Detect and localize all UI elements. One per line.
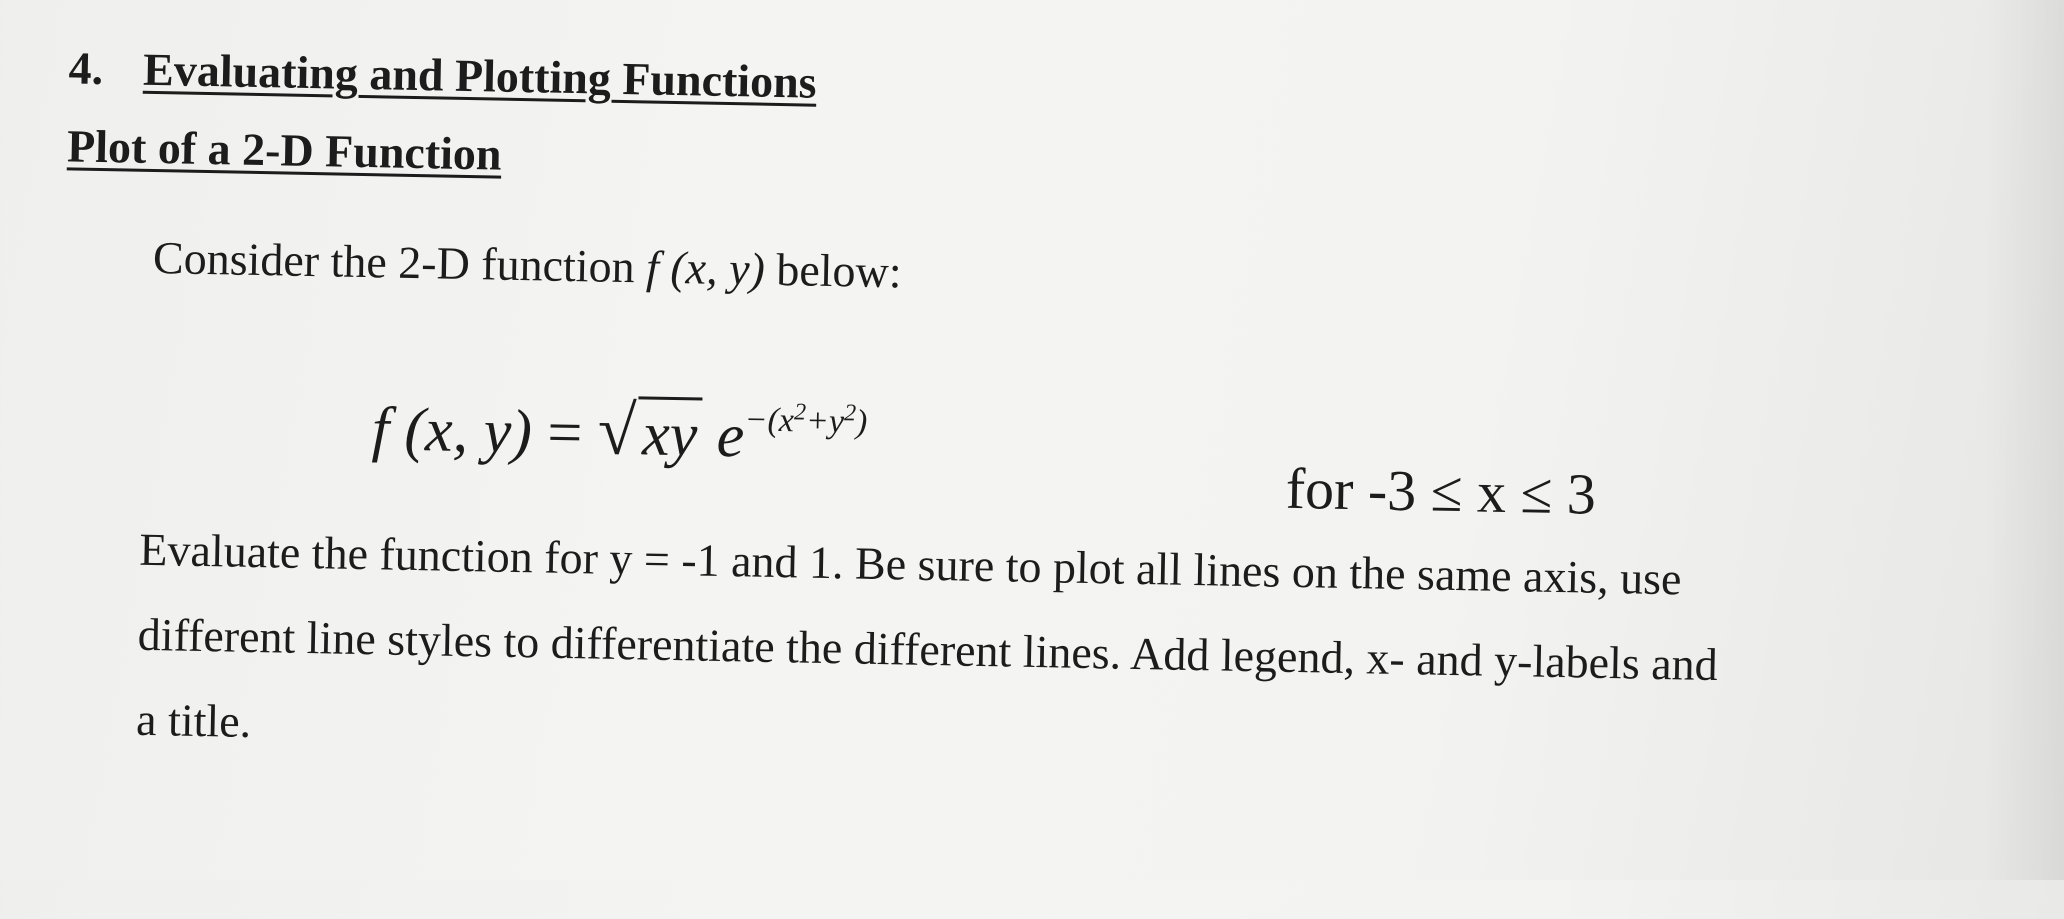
- function-reference: f (x, y): [645, 241, 766, 295]
- square-root: [597, 392, 702, 474]
- formula-radicand: xy: [638, 396, 702, 471]
- function-formula: [371, 387, 868, 476]
- formula-exponent: −(x2+y2): [744, 399, 868, 441]
- radical-sign: √: [597, 392, 638, 471]
- domain-text: for -3 ≤ x ≤ 3: [1285, 455, 1597, 527]
- instruction-line-1: Evaluate the function for y = -1 and 1. Be sure to plot all lines on the same axis, use: [138, 523, 1682, 605]
- formula-base: e: [716, 401, 745, 471]
- problem-number: 4.: [68, 42, 104, 94]
- problem-heading: [68, 41, 817, 108]
- instruction-line-3: a title.: [135, 693, 252, 747]
- formula-lhs: f (x, y): [371, 395, 533, 467]
- instruction-line-2: different line styles to differentiate the different lines. Add legend, x- and y-labels and: [137, 608, 1719, 691]
- formula-equals: =: [546, 398, 583, 468]
- intro-after: below:: [764, 243, 903, 298]
- intro-before: Consider the 2-D function: [152, 231, 647, 293]
- intro-text: [153, 231, 902, 298]
- problem-subtitle: Plot of a 2-D Function: [66, 120, 503, 180]
- problem-title: Evaluating and Plotting Functions: [142, 43, 818, 108]
